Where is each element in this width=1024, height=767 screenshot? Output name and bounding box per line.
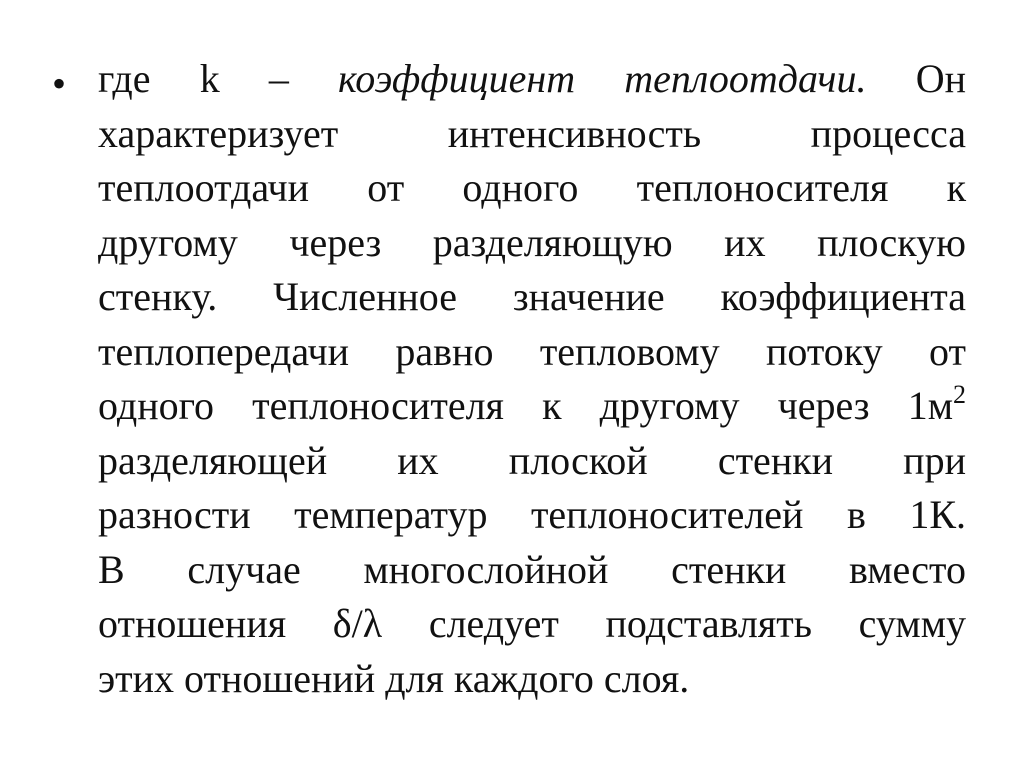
text-line-7-main: одного теплоносителя к другому через 1м <box>98 383 953 428</box>
text-line-10: В случае многослойной стенки вместо <box>98 546 966 592</box>
text-line-1-end: Он <box>866 56 966 101</box>
text-line-6: теплопередачи равно тепловому потоку от <box>98 328 966 374</box>
text-line-8: разделяющей их плоской стенки при <box>98 437 966 483</box>
text-line-5: стенку. Численное значение коэффициента <box>98 274 966 319</box>
text-line-3: теплоотдачи от одного теплоносителя к <box>98 165 966 210</box>
text-line-7 <box>98 379 966 434</box>
text-line-11: отношения δ/λ следует подставлять сумму <box>98 601 966 646</box>
bullet-marker: • <box>52 61 67 106</box>
text-line-4: другому через разделяющую их плоскую <box>98 219 966 265</box>
text-line-2: характеризует интенсивность процесса <box>98 110 966 156</box>
superscript-two: 2 <box>953 380 966 409</box>
body-paragraph <box>98 52 966 706</box>
text-line-1-start: где k – <box>98 56 339 101</box>
text-line-1 <box>98 52 966 107</box>
text-line-9: разности температур теплоносителей в 1К. <box>98 492 966 537</box>
term-italic: коэффициент теплоотдачи. <box>338 56 867 101</box>
text-line-12: этих отношений для каждого слоя. <box>98 655 690 701</box>
